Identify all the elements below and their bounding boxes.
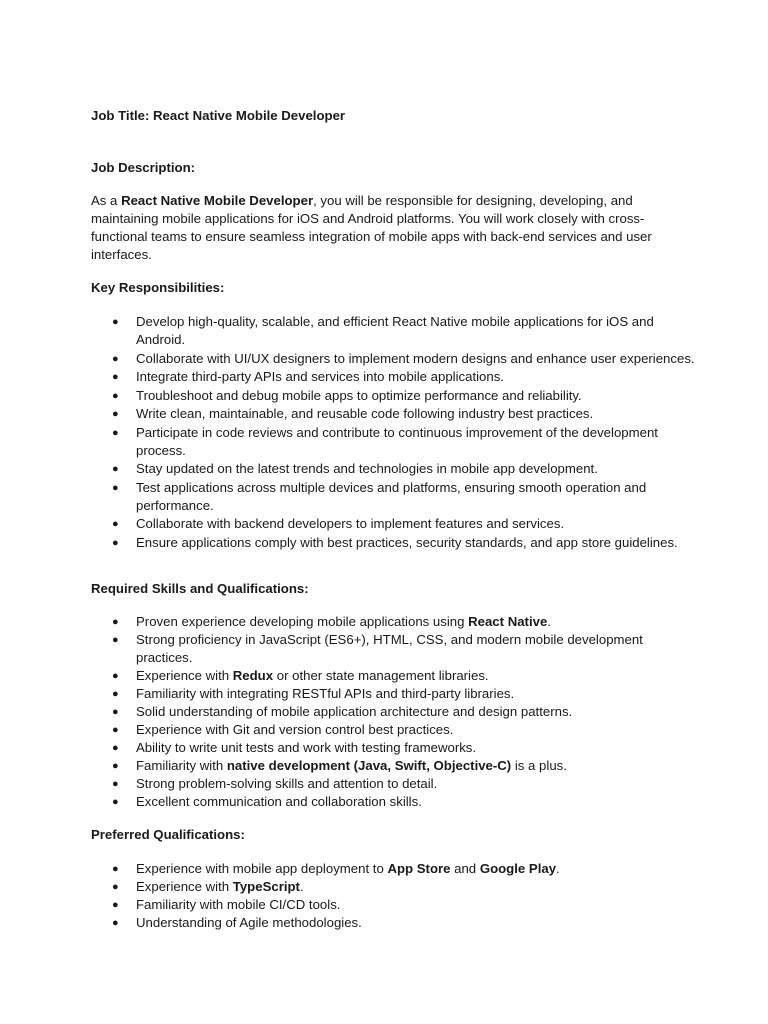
bullet-icon: ● — [112, 389, 119, 402]
list-item: ● Write clean, maintainable, and reusable code following industry best practices. — [112, 406, 594, 421]
list-item: ● Participate in code reviews and contribute to continuous improvement of the development process. — [112, 424, 658, 458]
list-item: ● Collaborate with backend developers to implement features and services. — [112, 516, 565, 531]
list-item: ● Test applications across multiple devices and platforms, ensuring smooth operation and performance. — [112, 479, 647, 513]
bullet-icon: ● — [112, 481, 119, 494]
list-item: ● Solid understanding of mobile application architecture and design patterns. — [112, 704, 573, 719]
bullet-icon: ● — [112, 778, 119, 790]
list-item: ● Strong proficiency in JavaScript (ES6+), HTML, CSS, and modern mobile development practices. — [112, 632, 643, 665]
list-item: ● Strong problem-solving skills and attention to detail. — [112, 776, 438, 791]
bullet-icon: ● — [112, 724, 119, 736]
list-item: ● Familiarity with mobile CI/CD tools. — [112, 897, 341, 912]
bullet-icon: ● — [112, 917, 119, 929]
bullet-icon: ● — [112, 463, 119, 475]
bullet-icon: ● — [112, 742, 119, 754]
bullet-icon: ● — [112, 352, 119, 365]
list-item: ● Stay updated on the latest trends and technologies in mobile app development. — [112, 461, 598, 476]
bullet-icon: ● — [112, 536, 119, 549]
intro-suffix: , you will be responsible for designing, developing, and maintaining mobile applications for iOS and Android platforms. You will work closely with cross-functional teams to ensure seamless integration of mobile apps with back-end services and user interfaces. — [91, 193, 652, 262]
bullet-icon: ● — [112, 863, 119, 875]
job-description-heading: Job Description: — [91, 160, 196, 175]
bullet-icon: ● — [112, 426, 119, 439]
job-title: Job Title: React Native Mobile Developer — [91, 108, 346, 123]
intro-bold-role: React Native Mobile Developer — [121, 193, 314, 208]
list-item: ● Collaborate with UI/UX designers to implement modern designs and enhance user experiences. — [112, 350, 695, 366]
bullet-icon: ● — [112, 316, 119, 328]
list-item: ● Experience with mobile app deployment to App Store and Google Play. — [112, 861, 560, 876]
bullet-icon: ● — [112, 408, 119, 420]
intro-prefix: As a — [91, 193, 122, 208]
bullet-icon: ● — [112, 616, 119, 628]
key-responsibilities-list — [91, 313, 695, 552]
list-item: ● Familiarity with native development (Java, Swift, Objective-C) is a plus. — [112, 758, 567, 773]
preferred-qualifications-list — [91, 860, 691, 932]
list-item: ● Ensure applications comply with best practices, security standards, and app store guidelines. — [112, 534, 678, 550]
bullet-icon: ● — [112, 706, 119, 718]
list-item: ● Troubleshoot and debug mobile apps to optimize performance and reliability. — [112, 387, 582, 403]
bullet-icon: ● — [112, 881, 119, 893]
bullet-icon: ● — [112, 634, 119, 646]
key-responsibilities-heading: Key Responsibilities: — [91, 280, 225, 295]
list-item: ● Develop high-quality, scalable, and efficient React Native mobile applications for iOS and Android. — [112, 314, 654, 347]
list-item: ● Familiarity with integrating RESTful APIs and third-party libraries. — [112, 686, 515, 701]
bullet-icon: ● — [112, 518, 119, 530]
preferred-qualifications-heading: Preferred Qualifications: — [91, 827, 245, 842]
list-item: ● Excellent communication and collaboration skills. — [112, 794, 422, 809]
required-skills-list — [91, 613, 691, 811]
list-item: ● Ability to write unit tests and work with testing frameworks. — [112, 740, 477, 755]
bullet-icon: ● — [112, 371, 119, 383]
bullet-icon: ● — [112, 688, 119, 700]
list-item: ● Experience with TypeScript. — [112, 879, 304, 894]
list-item: ● Experience with Git and version control best practices. — [112, 722, 454, 737]
list-item: ● Experience with Redux or other state management libraries. — [112, 668, 489, 683]
bullet-icon: ● — [112, 899, 119, 911]
list-item: ● Understanding of Agile methodologies. — [112, 915, 362, 930]
bullet-icon: ● — [112, 796, 119, 808]
list-item: ● Integrate third-party APIs and services into mobile applications. — [112, 369, 504, 384]
list-item: ● Proven experience developing mobile applications using React Native. — [112, 614, 551, 629]
bullet-icon: ● — [112, 670, 119, 682]
bullet-icon: ● — [112, 760, 119, 772]
intro-paragraph — [91, 192, 671, 264]
required-skills-heading: Required Skills and Qualifications: — [91, 581, 309, 596]
